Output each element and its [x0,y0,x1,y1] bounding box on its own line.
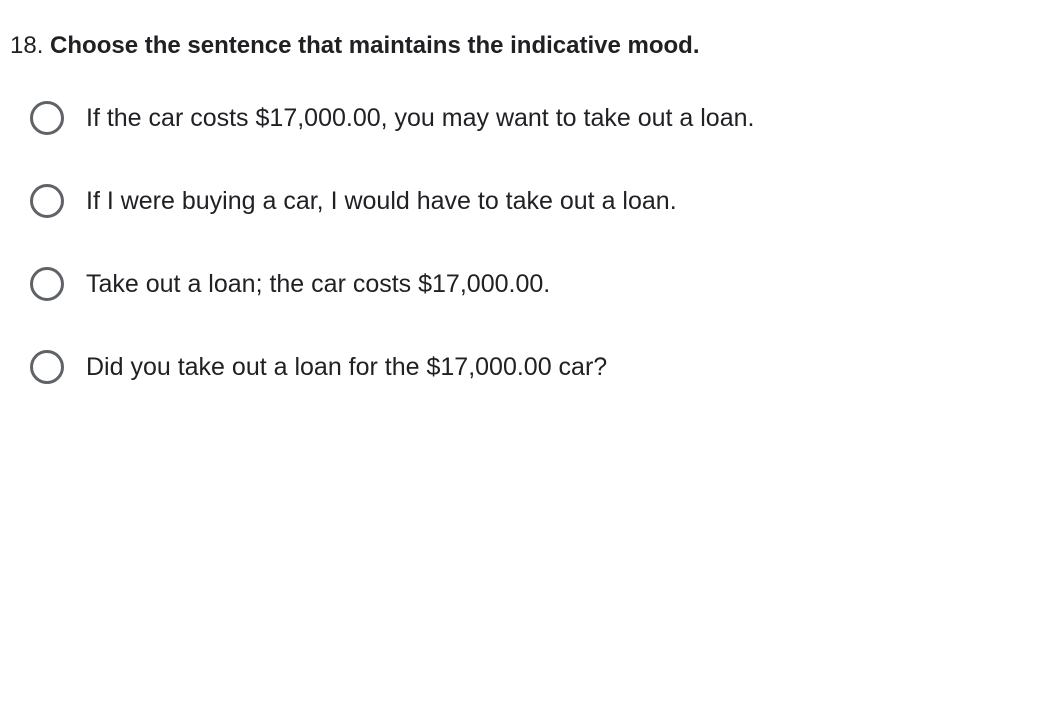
answer-option-label: If the car costs $17,000.00, you may want to take out a loan. [86,103,755,132]
answer-option-3[interactable] [30,261,754,306]
answer-option-label: Take out a loan; the car costs $17,000.00. [86,269,551,298]
question-heading [10,30,700,62]
answer-options [30,95,754,427]
radio-button-3[interactable] [30,267,64,301]
answer-option-1[interactable] [30,95,754,140]
answer-option-label: Did you take out a loan for the $17,000.00 car? [86,352,608,381]
radio-button-4[interactable] [30,350,64,384]
answer-option-label: If I were buying a car, I would have to take out a loan. [86,186,677,215]
radio-button-1[interactable] [30,101,64,135]
radio-button-2[interactable] [30,184,64,218]
question-text: Choose the sentence that maintains the indicative mood. [50,32,700,59]
answer-option-2[interactable] [30,178,754,223]
answer-option-4[interactable] [30,344,754,389]
question-number: 18. [10,32,44,59]
